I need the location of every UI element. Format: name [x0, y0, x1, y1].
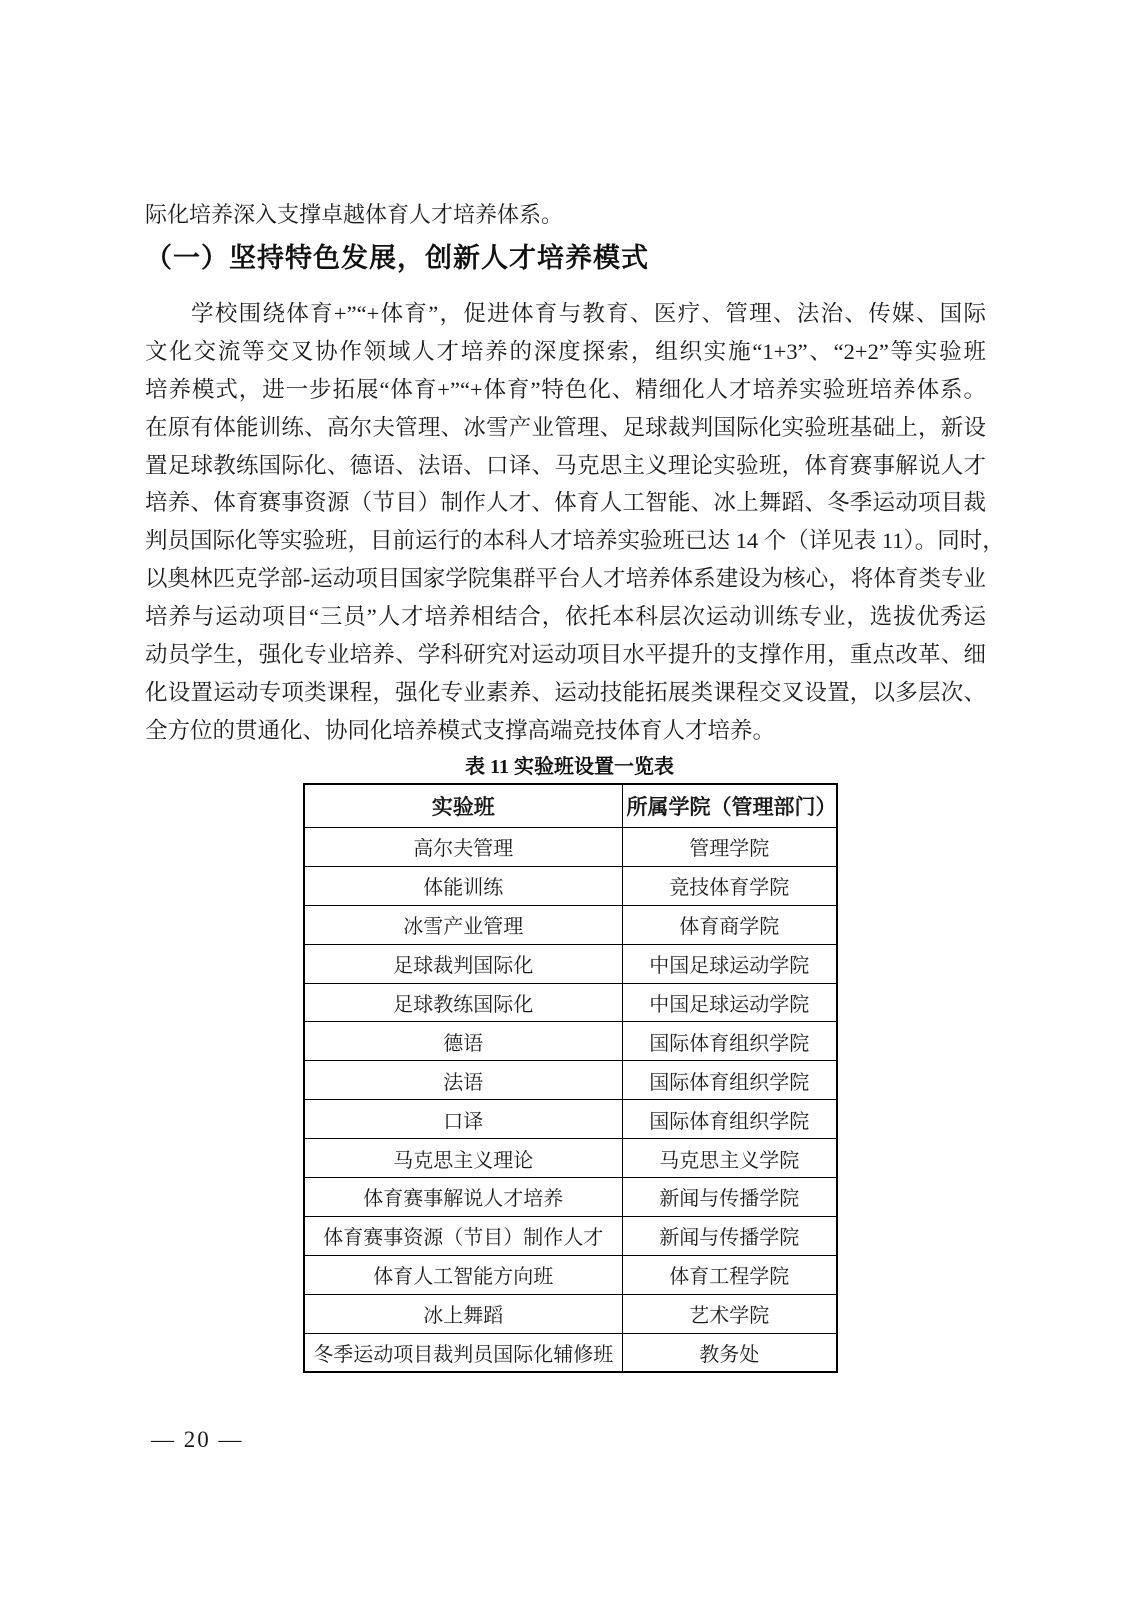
table-row: [304, 983, 837, 1022]
intro-line: 际化培养深入支撑卓越体育人才培养体系。: [145, 202, 564, 227]
experiment-table: [303, 783, 838, 1373]
class-name-cell: 德语: [304, 1022, 622, 1061]
column-header-class: 实验班: [304, 784, 622, 828]
table-row: [304, 1294, 837, 1333]
paragraph-line: 文化交流等交叉协作领域人才培养的深度探索，组织实施“1+3”、“2+2”等实验班: [145, 338, 986, 364]
page-number: — 20 —: [151, 1427, 244, 1452]
college-cell: 新闻与传播学院: [622, 1178, 837, 1217]
class-name-cell: 马克思主义理论: [304, 1139, 622, 1178]
paragraph-line: 培养、体育赛事资源（节目）制作人才、体育人工智能、冰上舞蹈、冬季运动项目裁: [145, 490, 986, 516]
class-name-cell: 高尔夫管理: [304, 828, 622, 867]
class-name-cell: 口译: [304, 1100, 622, 1139]
class-name-cell: 法语: [304, 1061, 622, 1100]
table-row: [304, 1178, 837, 1217]
table-row: [304, 1333, 837, 1372]
paragraph-line: 化设置运动专项类课程，强化专业素养、运动技能拓展类课程交叉设置，以多层次、: [145, 679, 986, 705]
college-cell: 国际体育组织学院: [622, 1061, 837, 1100]
paragraph-line: 学校围绕体育+”“+体育”，促进体育与教育、医疗、管理、法治、传媒、国际: [191, 301, 986, 326]
college-cell: 马克思主义学院: [622, 1139, 837, 1178]
paragraph-line: 在原有体能训练、高尔夫管理、冰雪产业管理、足球裁判国际化实验班基础上，新设: [145, 414, 986, 440]
paragraph-line: 培养模式，进一步拓展“体育+”“+体育”特色化、精细化人才培养实验班培养体系。: [145, 376, 986, 402]
paragraph-line: 培养与运动项目“三员”人才培养相结合，依托本科层次运动训练专业，选拔优秀运: [145, 604, 986, 630]
paragraph-line: 全方位的贯通化、协同化培养模式支撑高端竞技体育人才培养。: [145, 717, 776, 743]
table-row: [304, 1061, 837, 1100]
class-name-cell: 体育人工智能方向班: [304, 1255, 622, 1294]
section-heading: （一）坚持特色发展，创新人才培养模式: [145, 243, 649, 273]
college-cell: 国际体育组织学院: [622, 1022, 837, 1061]
paragraph-line: 置足球教练国际化、德语、法语、口译、马克思主义理论实验班，体育赛事解说人才: [145, 452, 986, 478]
paragraph-line: 判员国际化等实验班，目前运行的本科人才培养实验班已达 14 个（详见表 11）。同时，: [145, 528, 1005, 554]
table-row: [304, 1139, 837, 1178]
class-name-cell: 体育赛事资源（节目）制作人才: [304, 1216, 622, 1255]
column-header-college: 所属学院（管理部门）: [622, 784, 837, 828]
table-row: [304, 944, 837, 983]
college-cell: 艺术学院: [622, 1294, 837, 1333]
class-name-cell: 冰雪产业管理: [304, 905, 622, 944]
table-row: [304, 1216, 837, 1255]
table-row: [304, 905, 837, 944]
class-name-cell: 冬季运动项目裁判员国际化辅修班: [304, 1333, 622, 1372]
table-row: [304, 866, 837, 905]
table-row: [304, 1100, 837, 1139]
experiment-table-body: [304, 828, 837, 1373]
paragraph-line: 动员学生，强化专业培养、学科研究对运动项目水平提升的支撑作用，重点改革、细: [145, 642, 986, 668]
table-row: [304, 828, 837, 867]
class-name-cell: 足球裁判国际化: [304, 944, 622, 983]
college-cell: 体育工程学院: [622, 1255, 837, 1294]
class-name-cell: 体育赛事解说人才培养: [304, 1178, 622, 1217]
class-name-cell: 体能训练: [304, 866, 622, 905]
table-header-row: [304, 784, 837, 828]
college-cell: 新闻与传播学院: [622, 1216, 837, 1255]
college-cell: 管理学院: [622, 828, 837, 867]
main-paragraph: [145, 295, 1005, 750]
table-caption: 表 11 实验班设置一览表: [465, 756, 674, 778]
college-cell: 中国足球运动学院: [622, 983, 837, 1022]
college-cell: 竞技体育学院: [622, 866, 837, 905]
class-name-cell: 足球教练国际化: [304, 983, 622, 1022]
table-row: [304, 1022, 837, 1061]
college-cell: 中国足球运动学院: [622, 944, 837, 983]
college-cell: 国际体育组织学院: [622, 1100, 837, 1139]
college-cell: 教务处: [622, 1333, 837, 1372]
paragraph-line: 以奥林匹克学部-运动项目国家学院集群平台人才培养体系建设为核心，将体育类专业: [145, 566, 986, 592]
college-cell: 体育商学院: [622, 905, 837, 944]
table-row: [304, 1255, 837, 1294]
class-name-cell: 冰上舞蹈: [304, 1294, 622, 1333]
